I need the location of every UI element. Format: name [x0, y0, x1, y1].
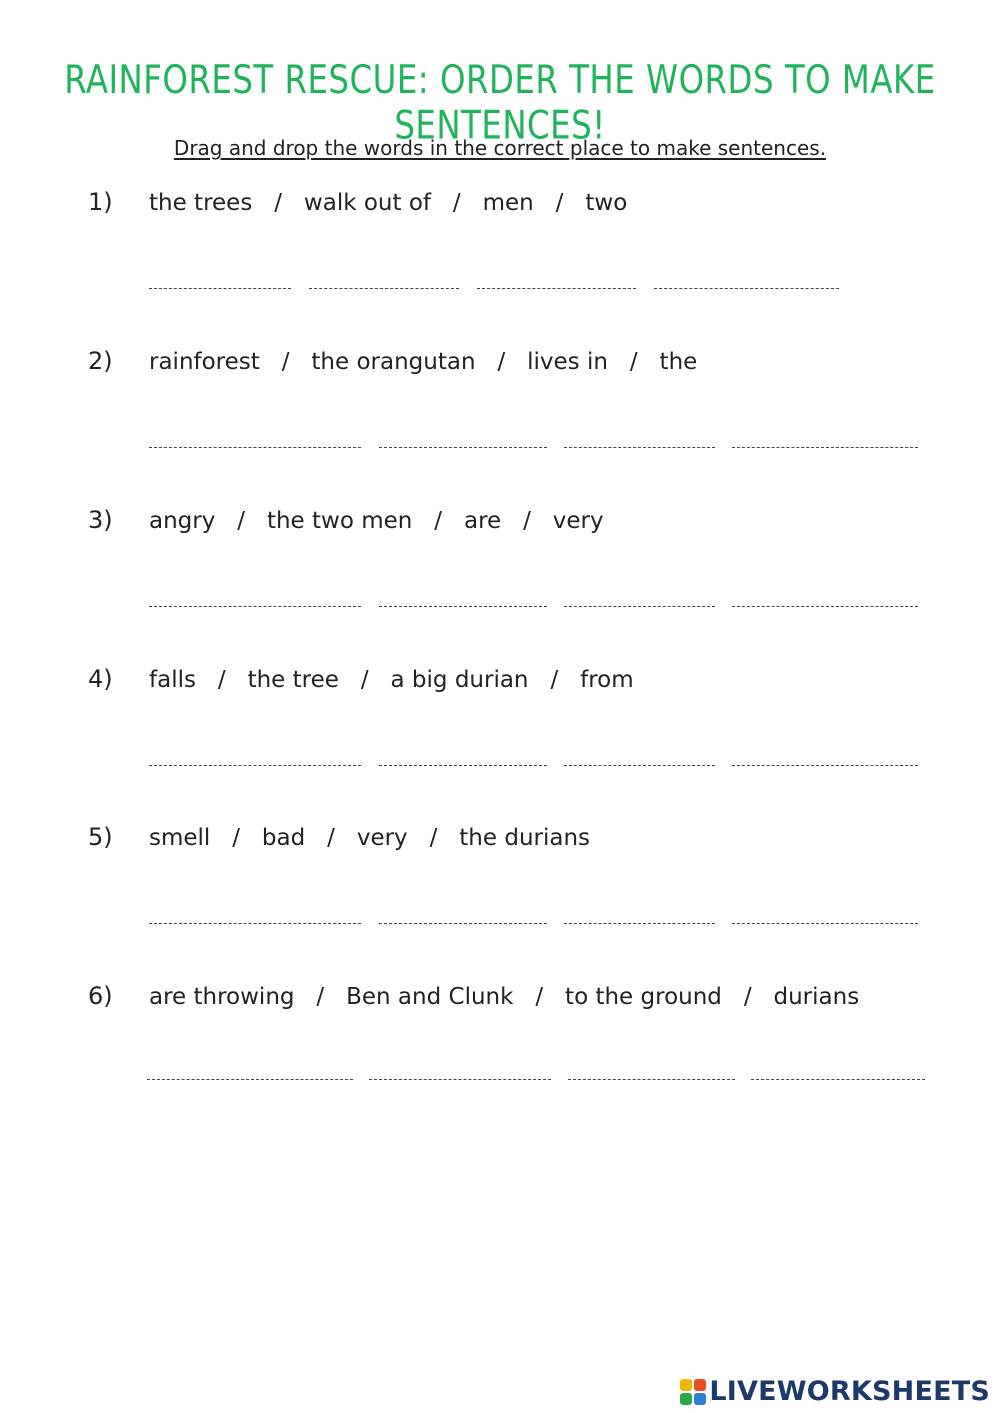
question-number: 1) [88, 188, 113, 216]
word-list: rainforest / the orangutan / lives in / the [149, 349, 698, 375]
instructions: Drag and drop the words in the correct place to make sentences. [173, 136, 827, 160]
word-list: angry / the two men / are / very [149, 508, 604, 534]
answer-blank-1[interactable] [147, 1079, 353, 1080]
question-number: 6) [88, 982, 113, 1010]
answer-blank-4[interactable] [654, 288, 839, 289]
answer-blank-4[interactable] [751, 1079, 925, 1080]
question-number: 4) [88, 665, 113, 693]
question-number: 5) [88, 823, 113, 851]
question-number: 3) [88, 506, 113, 534]
question-6 [0, 982, 1000, 1102]
answer-blank-2[interactable] [379, 606, 547, 607]
answer-blank-1[interactable] [149, 923, 361, 924]
answer-blank-1[interactable] [149, 288, 291, 289]
liveworksheets-logo [680, 1376, 990, 1407]
answer-blank-3[interactable] [568, 1079, 735, 1080]
question-2 [0, 347, 1000, 467]
question-4 [0, 665, 1000, 785]
answer-blank-2[interactable] [369, 1079, 551, 1080]
answer-blank-3[interactable] [564, 606, 715, 607]
answer-blank-3[interactable] [564, 765, 715, 766]
question-1 [0, 188, 1000, 308]
answer-blank-4[interactable] [732, 765, 918, 766]
word-list: falls / the tree / a big durian / from [149, 667, 634, 693]
answer-blank-1[interactable] [149, 606, 361, 607]
answer-blank-2[interactable] [379, 923, 547, 924]
answer-blank-3[interactable] [564, 447, 715, 448]
worksheet-title: RAINFOREST RESCUE: ORDER THE WORDS TO MAKE SENTENCES! [64, 58, 936, 149]
answer-blank-3[interactable] [564, 923, 715, 924]
answer-blank-4[interactable] [732, 447, 918, 448]
answer-blank-4[interactable] [732, 923, 918, 924]
answer-blank-1[interactable] [149, 447, 361, 448]
logo-squares-icon [680, 1379, 706, 1405]
answer-blank-2[interactable] [379, 765, 547, 766]
question-5 [0, 823, 1000, 943]
answer-blank-1[interactable] [149, 765, 361, 766]
word-list: the trees / walk out of / men / two [149, 190, 628, 216]
answer-blank-3[interactable] [477, 288, 636, 289]
answer-blank-2[interactable] [309, 288, 459, 289]
answer-blank-4[interactable] [732, 606, 918, 607]
answer-blank-2[interactable] [379, 447, 547, 448]
word-list: are throwing / Ben and Clunk / to the ground / durians [149, 984, 860, 1010]
logo-text: LIVEWORKSHEETS [709, 1376, 990, 1407]
question-number: 2) [88, 347, 113, 375]
word-list: smell / bad / very / the durians [149, 825, 591, 851]
question-3 [0, 506, 1000, 626]
